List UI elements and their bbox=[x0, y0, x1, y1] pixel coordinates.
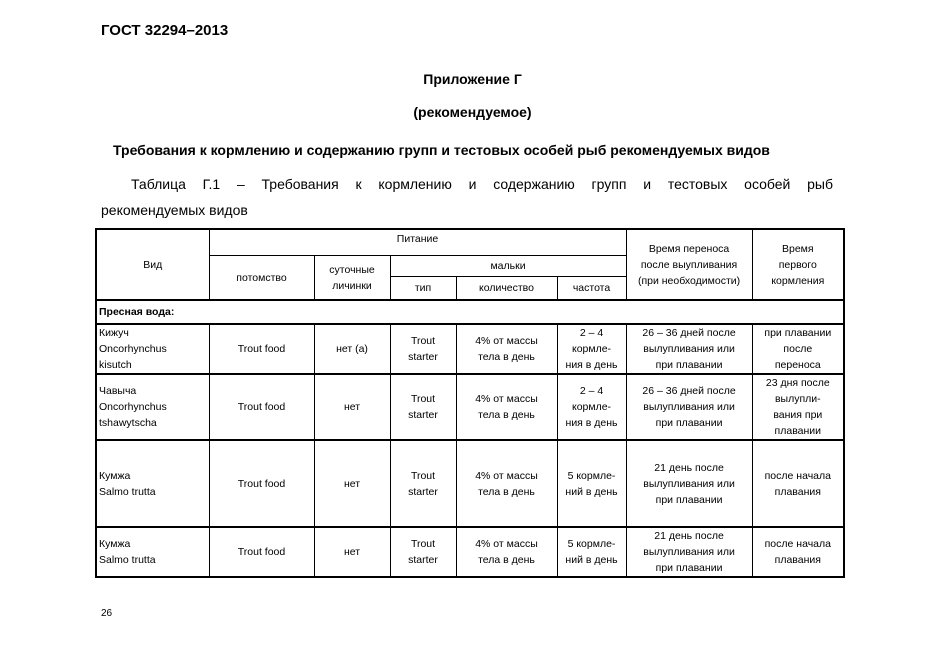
header-nutrition: Питание bbox=[209, 229, 626, 256]
cell-quantity: 4% от массы тела в день bbox=[456, 440, 557, 527]
cell-type: Trout starter bbox=[390, 324, 456, 374]
cell-offspring: Trout food bbox=[209, 527, 314, 577]
header-quantity: количество bbox=[456, 277, 557, 301]
cell-offspring: Trout food bbox=[209, 374, 314, 440]
header-type: тип bbox=[390, 277, 456, 301]
header-fry: мальки bbox=[390, 256, 626, 277]
cell-offspring: Trout food bbox=[209, 440, 314, 527]
cell-quantity: 4% от массы тела в день bbox=[456, 527, 557, 577]
cell-daily-larvae: нет (а) bbox=[314, 324, 390, 374]
table-row bbox=[96, 324, 844, 374]
cell-species: Кумжа Salmo trutta bbox=[96, 527, 209, 577]
section-freshwater: Пресная вода: bbox=[96, 300, 844, 324]
cell-species: Чавыча Oncorhynchus tshawytscha bbox=[96, 374, 209, 440]
cell-species: Кумжа Salmo trutta bbox=[96, 440, 209, 527]
cell-first-feeding: после начала плавания bbox=[752, 527, 844, 577]
cell-species: Кижуч Oncorhynchus kisutch bbox=[96, 324, 209, 374]
cell-daily-larvae: нет bbox=[314, 527, 390, 577]
cell-transfer-time: 26 – 36 дней после вылупливания или при плавании bbox=[626, 374, 752, 440]
cell-type: Trout starter bbox=[390, 374, 456, 440]
cell-quantity: 4% от массы тела в день bbox=[456, 374, 557, 440]
cell-transfer-time: 21 день после вылупливания или при плавании bbox=[626, 527, 752, 577]
appendix-title: Приложение Г bbox=[423, 71, 522, 87]
table-caption-line2: рекомендуемых видов bbox=[101, 202, 248, 218]
cell-transfer-time: 26 – 36 дней после вылупливания или при плавании bbox=[626, 324, 752, 374]
cell-daily-larvae: нет bbox=[314, 374, 390, 440]
header-first-feeding: Время первого кормления bbox=[752, 229, 844, 300]
cell-daily-larvae: нет bbox=[314, 440, 390, 527]
header-species: Вид bbox=[96, 229, 209, 300]
header-frequency: частота bbox=[557, 277, 626, 301]
header-row-1 bbox=[96, 229, 844, 256]
cell-type: Trout starter bbox=[390, 527, 456, 577]
cell-type: Trout starter bbox=[390, 440, 456, 527]
section-row bbox=[96, 300, 844, 324]
document-code: ГОСТ 32294–2013 bbox=[101, 22, 229, 39]
header-daily-larvae: суточные личинки bbox=[314, 256, 390, 301]
cell-frequency: 2 – 4 кормле- ния в день bbox=[557, 324, 626, 374]
requirements-table bbox=[95, 228, 845, 578]
page-number: 26 bbox=[101, 608, 113, 619]
section-title: Требования к кормлению и содержанию групп и тестовых особей рыб рекомендуемых видов bbox=[113, 142, 770, 158]
table-row bbox=[96, 440, 844, 527]
header-offspring: потомство bbox=[209, 256, 314, 301]
cell-first-feeding: после начала плавания bbox=[752, 440, 844, 527]
header-transfer-time: Время переноса после выупливания (при необходимости) bbox=[626, 229, 752, 300]
table-row bbox=[96, 374, 844, 440]
cell-frequency: 5 кормле- ний в день bbox=[557, 440, 626, 527]
cell-frequency: 5 кормле- ний в день bbox=[557, 527, 626, 577]
cell-transfer-time: 21 день после вылупливания или при плавании bbox=[626, 440, 752, 527]
cell-offspring: Trout food bbox=[209, 324, 314, 374]
cell-quantity: 4% от массы тела в день bbox=[456, 324, 557, 374]
table-caption-line1: Таблица Г.1 – Требования к кормлению и содержанию групп и тестовых особей рыб bbox=[131, 176, 833, 192]
appendix-subtitle: (рекомендуемое) bbox=[413, 104, 532, 120]
cell-frequency: 2 – 4 кормле- ния в день bbox=[557, 374, 626, 440]
cell-first-feeding: 23 дня после вылупли- вания при плавании bbox=[752, 374, 844, 440]
cell-first-feeding: при плавании после переноса bbox=[752, 324, 844, 374]
table-row bbox=[96, 527, 844, 577]
